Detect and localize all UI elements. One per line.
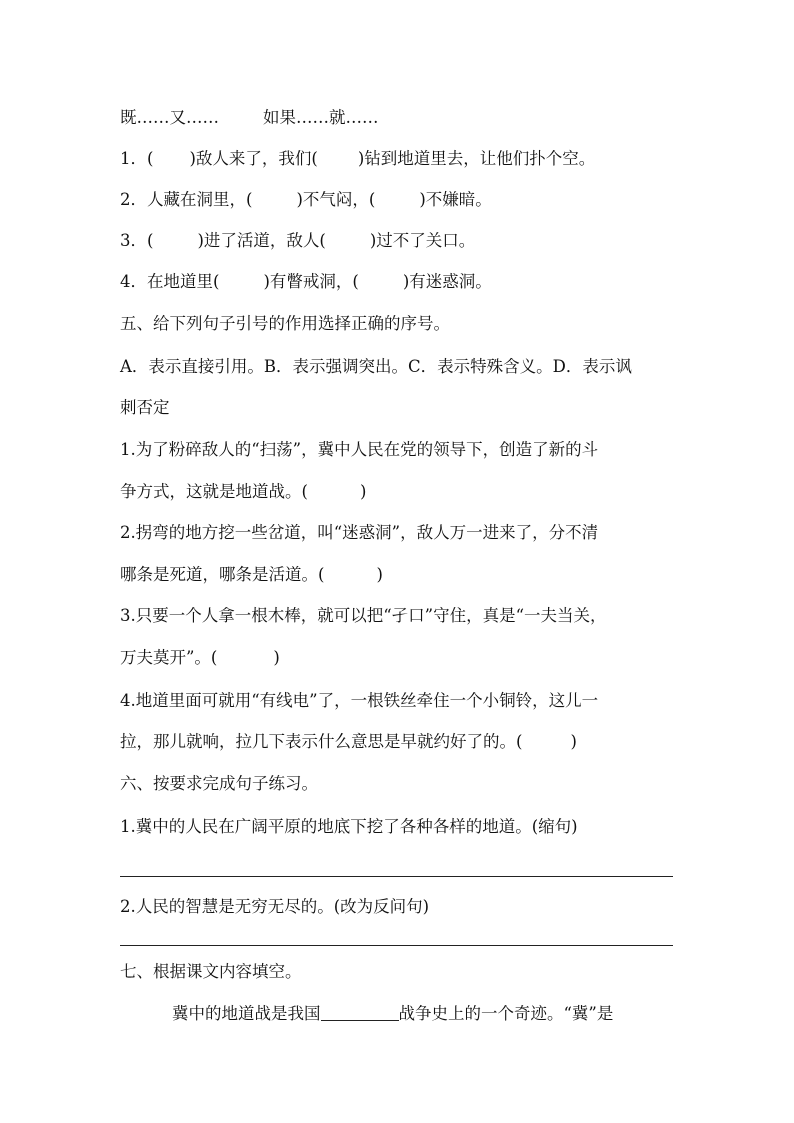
answer-line-6-1[interactable]: [120, 876, 673, 877]
question-5-1-cont: 争方式，这就是地道战。( ): [120, 482, 367, 501]
fill-item-4: 4．在地道里( )有瞥戒洞，( )有迷惑洞。: [120, 272, 492, 291]
fill-blank-underline[interactable]: [321, 1003, 399, 1021]
word-pair-b: 如果……就……: [263, 108, 379, 127]
fill-item-3: 3．( )进了活道，敌人( )过不了关口。: [120, 231, 476, 250]
section-5-title: 五、给下列句子引号的作用选择正确的序号。: [120, 314, 450, 333]
question-6-2: 2.人民的智慧是无穷无尽的。(改为反问句): [120, 897, 430, 916]
section-7-text: 冀中的地道战是我国 战争史上的一个奇迹。“冀”是: [172, 1004, 614, 1023]
section-7-title: 七、根据课文内容填空。: [120, 962, 302, 981]
section-6-title: 六、按要求完成句子练习。: [120, 774, 318, 793]
word-pair-row: [120, 106, 676, 130]
answer-line-6-2[interactable]: [120, 945, 673, 946]
word-pair-a: 既……又……: [120, 108, 219, 127]
question-6-1: 1.冀中的人民在广阔平原的地底下挖了各种各样的地道。(缩句): [120, 817, 578, 836]
fill-item-2: 2．人藏在洞里，( )不气闷，( )不嫌暗。: [120, 190, 492, 209]
question-5-1: 1.为了粉碎敌人的“扫荡”，冀中人民在党的领导下，创造了新的斗: [120, 440, 599, 459]
question-5-4: 4.地道里面可就用“有线电”了，一根铁丝牵住一个小铜铃，这儿一: [120, 691, 599, 710]
section-5-options-cont: 刺否定: [120, 398, 170, 417]
question-5-2: 2.拐弯的地方挖一些岔道，叫“迷惑洞”，敌人万一进来了，分不清: [120, 523, 599, 542]
section-5-options: A．表示直接引用。B．表示强调突出。C．表示特殊含义。D．表示讽: [120, 357, 632, 376]
question-5-3: 3.只要一个人拿一根木棒，就可以把“孑口”守住，真是“一夫当关，: [120, 606, 607, 625]
fill-item-1: 1．( )敌人来了，我们( )钻到地道里去，让他们扑个空。: [120, 149, 596, 168]
question-5-3-cont: 万夫莫开”。( ): [120, 648, 280, 667]
question-5-2-cont: 哪条是死道，哪条是活道。( ): [120, 565, 383, 584]
question-5-4-cont: 拉，那儿就响，拉几下表示什么意思是早就约好了的。( ): [120, 732, 577, 751]
